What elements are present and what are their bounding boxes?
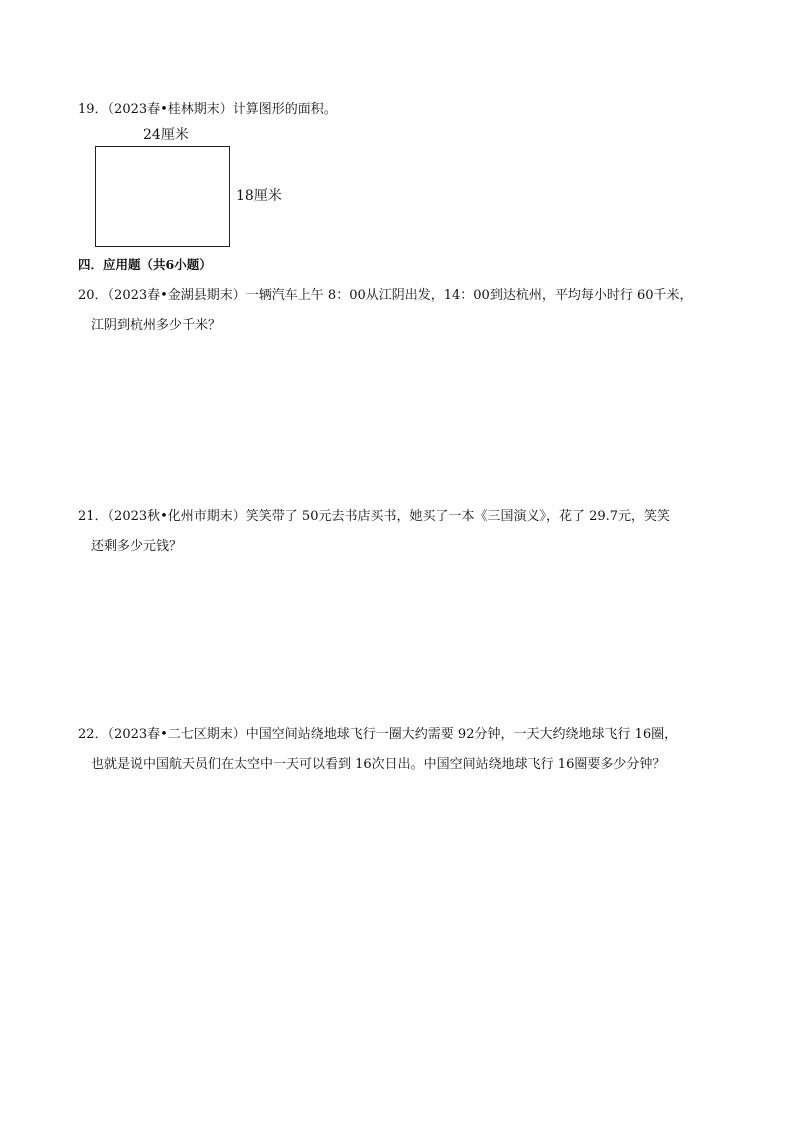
question-21-line-2: 还剩多少元钱？ — [91, 539, 183, 554]
question-19-text: 19．（2023春•桂林期末）计算图形的面积。 — [78, 102, 337, 117]
question-21-line-1: 21．（2023秋•化州市期末）笑笑带了 50元去书店买书，她买了一本《三国演义》，花了 29.7元，笑笑 — [78, 509, 671, 524]
question-20-line-2: 江阴到杭州多少千米？ — [91, 318, 222, 333]
section-title-application: 四．应用题（共6小题） — [78, 257, 212, 272]
question-20-line-1: 20．（2023春•金湖县期末）一辆汽车上午 8：00从江阴出发，14：00到达杭州，平均每小时行 60千米， — [78, 288, 693, 303]
question-22 — [78, 720, 677, 780]
rectangle-height-label: 18厘米 — [236, 188, 282, 204]
rectangle-width-label: 24厘米 — [143, 127, 189, 143]
question-22-line-1: 22．（2023春•二七区期末）中国空间站绕地球飞行一圈大约需要 92分钟，一天大约绕地球飞行 16圈， — [78, 727, 678, 742]
question-22-line-2: 也就是说中国航天员们在太空中一天可以看到 16次日出。中国空间站绕地球飞行 16圈要多少分钟？ — [91, 757, 666, 772]
question-19 — [78, 95, 337, 125]
question-20 — [78, 281, 693, 341]
rectangle-figure — [95, 146, 230, 247]
question-21 — [78, 502, 670, 562]
